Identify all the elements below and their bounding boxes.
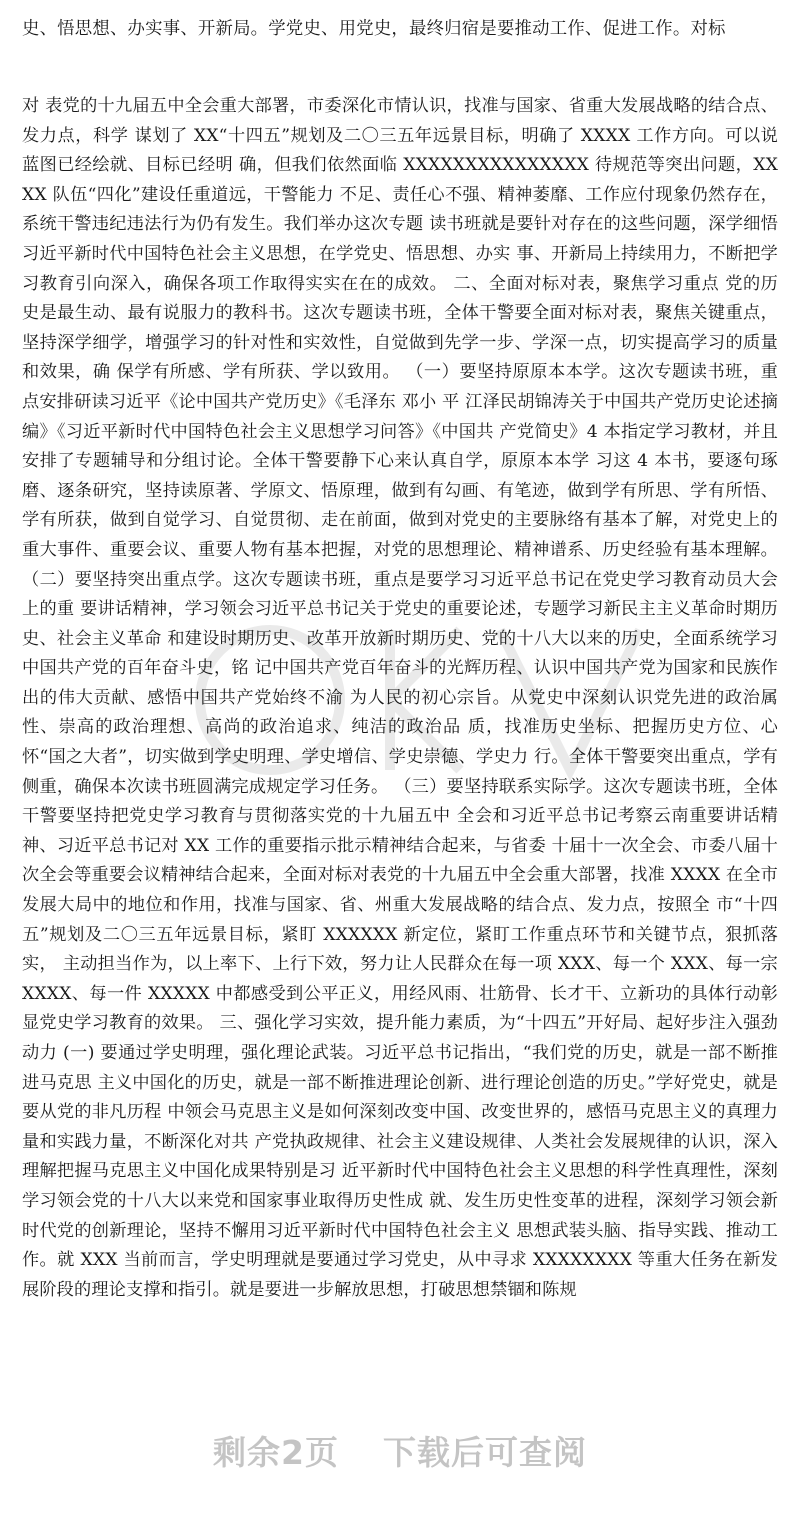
remaining-pages-banner[interactable]: [0, 1420, 800, 1480]
remaining-pages-label: 剩余2页: [213, 1432, 339, 1472]
download-to-view-label: 下载后可查阅: [382, 1432, 587, 1472]
document-body: [22, 92, 778, 1337]
fragment-line: 史、悟思想、办实事、开新局。学党史、用党史，最终归宿是要推动工作、促进工作。对标: [22, 19, 726, 39]
previous-page-fragment-visible: [22, 14, 778, 48]
body-paragraph: 对 表党的十九届五中全会重大部署，市委深化市情认识，找准与国家、省重大发展战略的结合点、发力点，科学 谋划了 XX“十四五”规划及二〇三五年远景目标，明确了 XXXX 工作方向。可以说蓝图已经绘就、目标已经明 确，但我们依然面临 XXXXXXXXXXXXXXX 待规范等突出问题，XXXX 队伍“四化”建设任重道远，干警能力 不足、责任心不强、精神萎靡、工作应付现象仍然存在，系统干警违纪违法行为仍有发生。我们举办这次专题 读书班就是要针对存在的这些问题，深学细悟习近平新时代中国特色社会主义思想，在学党史、悟思想、办实 事、开新局上持续用力，不断把学习教育引向深入，确保各项工作取得实实在在的成效。 二、全面对标对表，聚焦学习重点 党的历史是最生动、最有说服力的教科书。这次专题读书班，全体干警要全面对标对表，聚焦关键重点， 坚持深学细学，增强学习的针对性和实效性，自觉做到先学一步、学深一点，切实提高学习的质量和效果，确 保学有所感、学有所获、学以致用。 （一）要坚持原原本本学。这次专题读书班，重点安排研读习近平《论中国共产党历史》《毛泽东 邓小 平 江泽民胡锦涛关于中国共产党历史论述摘编》《习近平新时代中国特色社会主义思想学习问答》《中国共 产党简史》4 本指定学习教材，并且安排了专题辅导和分组讨论。全体干警要静下心来认真自学，原原本本学 习这 4 本书，要逐句琢磨、逐条研究，坚持读原著、学原文、悟原理，做到有勾画、有笔迹，做到学有所思、学有所悟、学有所获，做到自觉学习、自觉贯彻、走在前面，做到对党史的主要脉络有基本了解，对党史上的 重大事件、重要会议、重要人物有基本把握，对党的思想理论、精神谱系、历史经验有基本理解。 （二）要坚持突出重点学。这次专题读书班，重点是要学习习近平总书记在党史学习教育动员大会上的重 要讲话精神，学习领会习近平总书记关于党史的重要论述，专题学习新民主主义革命时期历史、社会主义革命 和建设时期历史、改革开放新时期历史、党的十八大以来的历史，全面系统学习中国共产党的百年奋斗史，铭 记中国共产党百年奋斗的光辉历程、认识中国共产党为国家和民族作出的伟大贡献、感悟中国共产党始终不渝 为人民的初心宗旨。从党史中深刻认识党先进的政治属性、崇高的政治理想、高尚的政治追求、纯洁的政治品 质，找准历史坐标、把握历史方位、心怀“国之大者”，切实做到学史明理、学史增信、学史崇德、学史力 行。全体干警要突出重点，学有侧重，确保本次读书班圆满完成规定学习任务。 （三）要坚持联系实际学。这次专题读书班，全体干警要坚持把党史学习教育与贯彻落实党的十九届五中 全会和习近平总书记考察云南重要讲话精神、习近平总书记对 XX 工作的重要指示批示精神结合起来，与省委 十届十一次全会、市委八届十次全会等重要会议精神结合起来，全面对标对表党的十九届五中全会重大部署，找准 XXXX 在全市发展大局中的地位和作用，找准与国家、省、州重大发展战略的结合点、发力点，按照全 市“十四五”规划及二〇三五年远景目标，紧盯 XXXXXX 新定位，紧盯工作重点环节和关键节点，狠抓落实， 主动担当作为，以上率下、上行下效，努力让人民群众在每一项 XXX、每一个 XXX、每一宗 XXXX、每一件 XXXXX 中都感受到公平正义，用经风雨、壮筋骨、长才干、立新功的具体行动彰显党史学习教育的效果。 三、强化学习实效，提升能力素质，为“十四五”开好局、起好步注入强劲动力 (一) 要通过学史明理，强化理论武装。习近平总书记指出，“我们党的历史，就是一部不断推进马克思 主义中国化的历史，就是一部不断推进理论创新、进行理论创造的历史。”学好党史，就是要从党的非凡历程 中领会马克思主义是如何深刻改变中国、改变世界的，感悟马克思主义的真理力量和实践力量，不断深化对共 产党执政规律、社会主义建设规律、人类社会发展规律的认识，深入理解把握马克思主义中国化成果特别是习 近平新时代中国特色社会主义思想的科学性真理性，深刻学习领会党的十八大以来党和国家事业取得历史性成 就、发生历史性变革的进程，深刻学习领会新时代党的创新理论，坚持不懈用习近平新时代中国特色社会主义 思想武装头脑、指导实践、推动工作。就 XXX 当前而言，学史明理就是要通过学习党史，从中寻求 XXXXXXXX 等重大任务在新发展阶段的理论支撑和指引。就是要进一步解放思想，打破思想禁锢和陈规: [22, 96, 778, 1300]
